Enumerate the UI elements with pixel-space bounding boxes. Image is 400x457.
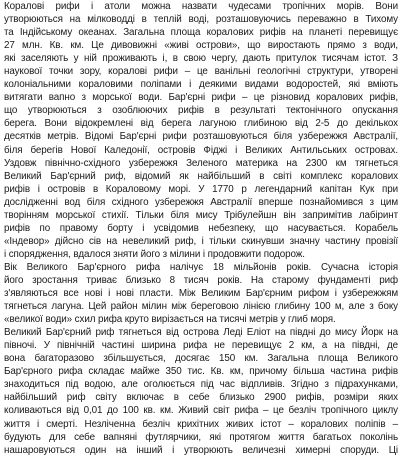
text-line: берега. Вони відокремлені від берега лагуною глибиною від 2-5 до декількох xyxy=(4,118,398,130)
text-line: знаходиться під водою, але оголюється під час відпливів. Згідно з підрахунками, xyxy=(4,379,398,391)
text-line: життя і смерті. Незліченна безліч крихітних живих істот – коралових поліпів – xyxy=(4,418,398,430)
text-line: тягнеться лагуна. Цей район мілин між береговою лінією глибину 100 м, але з боку xyxy=(4,301,398,313)
text-line: десятків метрів. Відомі Бар'єрні рифи розташовуються біля узбережжя Австралії, xyxy=(4,131,398,143)
text-line: Великий Бар'єрний риф, відомий як найбільший в світі комплекс коралових xyxy=(4,170,398,182)
text-line: витягати вапно з морської води. Бар'єрні рифи – це різновид коралових рифів, xyxy=(4,92,398,104)
text-line: колоніальними кораловими поліпами і деякими видами водоростей, які вміють xyxy=(4,79,398,91)
text-line: «Індевор» дійсно сів на невеликий риф, і тільки скинувши значну частину провізії xyxy=(4,235,398,247)
text-line: рифів по правому борту і усвідомив небезпеку, що насувається. Корабель xyxy=(4,222,398,234)
text-line: вона багаторазово збільшується, досягає 150 км. Загальна площа Великого xyxy=(4,353,398,365)
text-line: що утворюються з озоблюючих рифів в результаті тектонічного опускання xyxy=(4,105,398,117)
text-line: Вік Великого Бар'єрного рифа налічує 18 мільйонів років. Сучасна історія xyxy=(4,261,398,273)
text-line: його зростання триває близько 8 тисяч років. На старому фундаменті риф xyxy=(4,274,398,286)
text-line: Коралові рифи і атоли можна назвати чудесами тропічних морів. Вони xyxy=(4,1,398,12)
text-line: та Індійському океанах. Загальна площа коралових рифів на планеті перевищує xyxy=(4,27,398,39)
text-line: рифів і островів в Кораловому морі. У 1770 р легендарний капітан Кук при xyxy=(4,183,398,195)
text-line: творінням морської стихії. Тільки біля мису Трібулейшн він запримітив лабіринт xyxy=(4,209,398,221)
text-line: 27 млн. Кв. км. Це дивовижні «живі острови», що виростають прямо з води, xyxy=(4,40,398,52)
text-line: біля берегів Нової Каледонії, островів Фіджі і Великих Антильських островах. xyxy=(4,144,398,156)
text-line: півночі. У північній частині ширина рифа не перевищує 2 км, а на півдні, де xyxy=(4,340,398,352)
text-line: Бар'єрного рифа складає майже 350 тис. Кв. км, причому більша частина рифів xyxy=(4,366,398,378)
text-line: Уздовж північно-східного узбережжя Зеленого материка на 2300 км тягнеться xyxy=(4,157,398,169)
text-line: будують для себе вапняні футлярчики, які протягом життя багатьох поколінь xyxy=(4,431,398,443)
text-line: найбільший риф світу включає в себе близько 2900 рифів, розміри яких xyxy=(4,392,398,404)
text-line: Великий Бар'єрний риф тягнеться від острова Леді Еліот на півдні до мису Йорк на xyxy=(4,327,398,339)
text-line: з'являються все нові і нові пласти. Між Великим Бар'єрним рифом і узбережжям xyxy=(4,288,398,300)
text-line: «великої води» схил рифа круто вирізається на тисячі метрів у глиб моря. xyxy=(4,314,336,326)
text-line: коливаються від 0,01 до 100 кв. км. Живий світ рифа – це безліч тропічного циклу xyxy=(4,405,398,417)
text-line: які заселяють у ній проживають і, в свою чергу, дають притулок тисячам істот. З xyxy=(4,53,398,65)
text-line: утворюються на мілководді в теплій воді, розташовуючись переважно в Тихому xyxy=(4,14,398,26)
text-line: наукової точки зору, коралові рифи – це ванільні геологічні структури, утворені xyxy=(4,66,398,78)
text-line: і спорядження, вдалося зняти його з мілини і продовжити подорож. xyxy=(4,248,305,260)
text-line: нашаровуються один на інший і утворюють величезні химерні споруди. Ці xyxy=(4,444,398,456)
text-line: дослідженні вод біля східного узбережжя Австралії вперше познайомився з цим xyxy=(4,196,398,208)
